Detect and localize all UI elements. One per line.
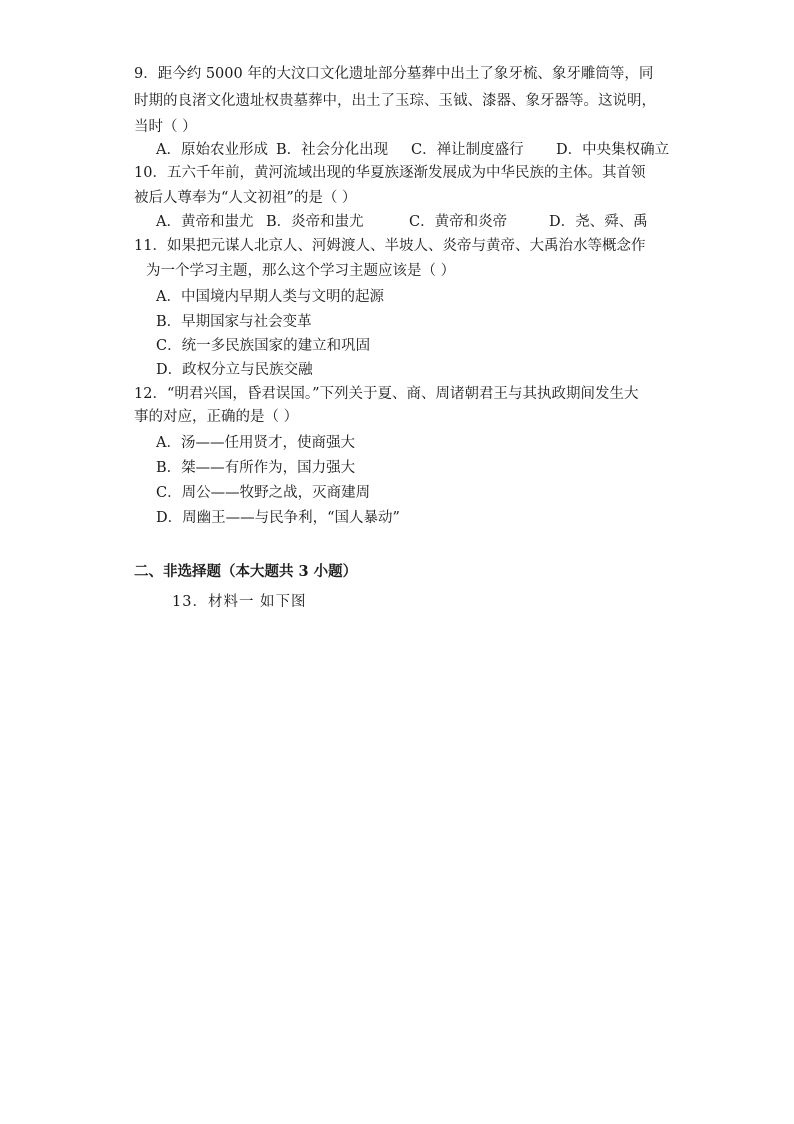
section2-title: 二、非选择题（本大题共 3 小题） xyxy=(134,563,358,580)
q12-option-c: C．周公——牧野之战，灭商建周 xyxy=(156,485,371,501)
q12-option-b: B．桀——有所作为，国力强大 xyxy=(156,460,356,476)
q10-options xyxy=(156,212,648,232)
q9-stem-line3: 当时（ ） xyxy=(134,119,197,135)
q10-stem-line1: 10．五六千年前，黄河流域出现的华夏族逐渐发展成为中华民族的主体。其首领 xyxy=(134,165,646,181)
q9-option-a: A．原始农业形成 xyxy=(156,142,268,158)
q12-stem-line1: 12．“明君兴国，昏君误国。”下列关于夏、商、周诸朝君王与其执政期间发生大 xyxy=(134,386,639,402)
q10-option-c: C．黄帝和炎帝 xyxy=(409,214,508,230)
q12-option-a: A．汤——任用贤才，使商强大 xyxy=(156,435,355,451)
q12-stem-line2: 事的对应，正确的是（ ） xyxy=(134,409,299,425)
q10-option-b: B．炎帝和蚩尤 xyxy=(266,214,364,230)
q9-option-b: B．社会分化出现 xyxy=(276,142,389,158)
q9-option-d: D．中央集权确立 xyxy=(556,142,670,158)
q11-stem-line2: 为一个学习主题，那么这个学习主题应该是（ ） xyxy=(146,263,456,279)
q12-option-d: D．周幽王——与民争利，“国人暴动” xyxy=(156,510,400,526)
q10-stem-line2: 被后人尊奉为“人文初祖”的是（ ） xyxy=(134,190,357,206)
q13-stem: 13．材料一 如下图 xyxy=(172,594,307,610)
q11-option-d: D．政权分立与民族交融 xyxy=(156,362,313,378)
q10-option-d: D．尧、舜、禹 xyxy=(549,214,648,230)
q9-option-c: C．禅让制度盛行 xyxy=(411,142,524,158)
q11-option-a: A．中国境内早期人类与文明的起源 xyxy=(156,289,384,305)
q9-options xyxy=(156,140,669,160)
q11-option-b: B．早期国家与社会变革 xyxy=(156,314,312,330)
q11-option-c: C．统一多民族国家的建立和巩固 xyxy=(156,338,371,354)
q9-stem-line2: 时期的良渚文化遗址权贵墓葬中，出土了玉琮、玉钺、漆器、象牙器等。这说明， xyxy=(134,93,656,109)
q11-stem-line1: 11．如果把元谋人北京人、河姆渡人、半坡人、炎帝与黄帝、大禹治水等概念作 xyxy=(134,238,646,254)
q10-option-a: A．黄帝和蚩尤 xyxy=(156,214,254,230)
q9-stem-line1: 9．距今约 5000 年的大汶口文化遗址部分墓葬中出土了象牙梳、象牙雕筒等，同 xyxy=(134,66,654,82)
